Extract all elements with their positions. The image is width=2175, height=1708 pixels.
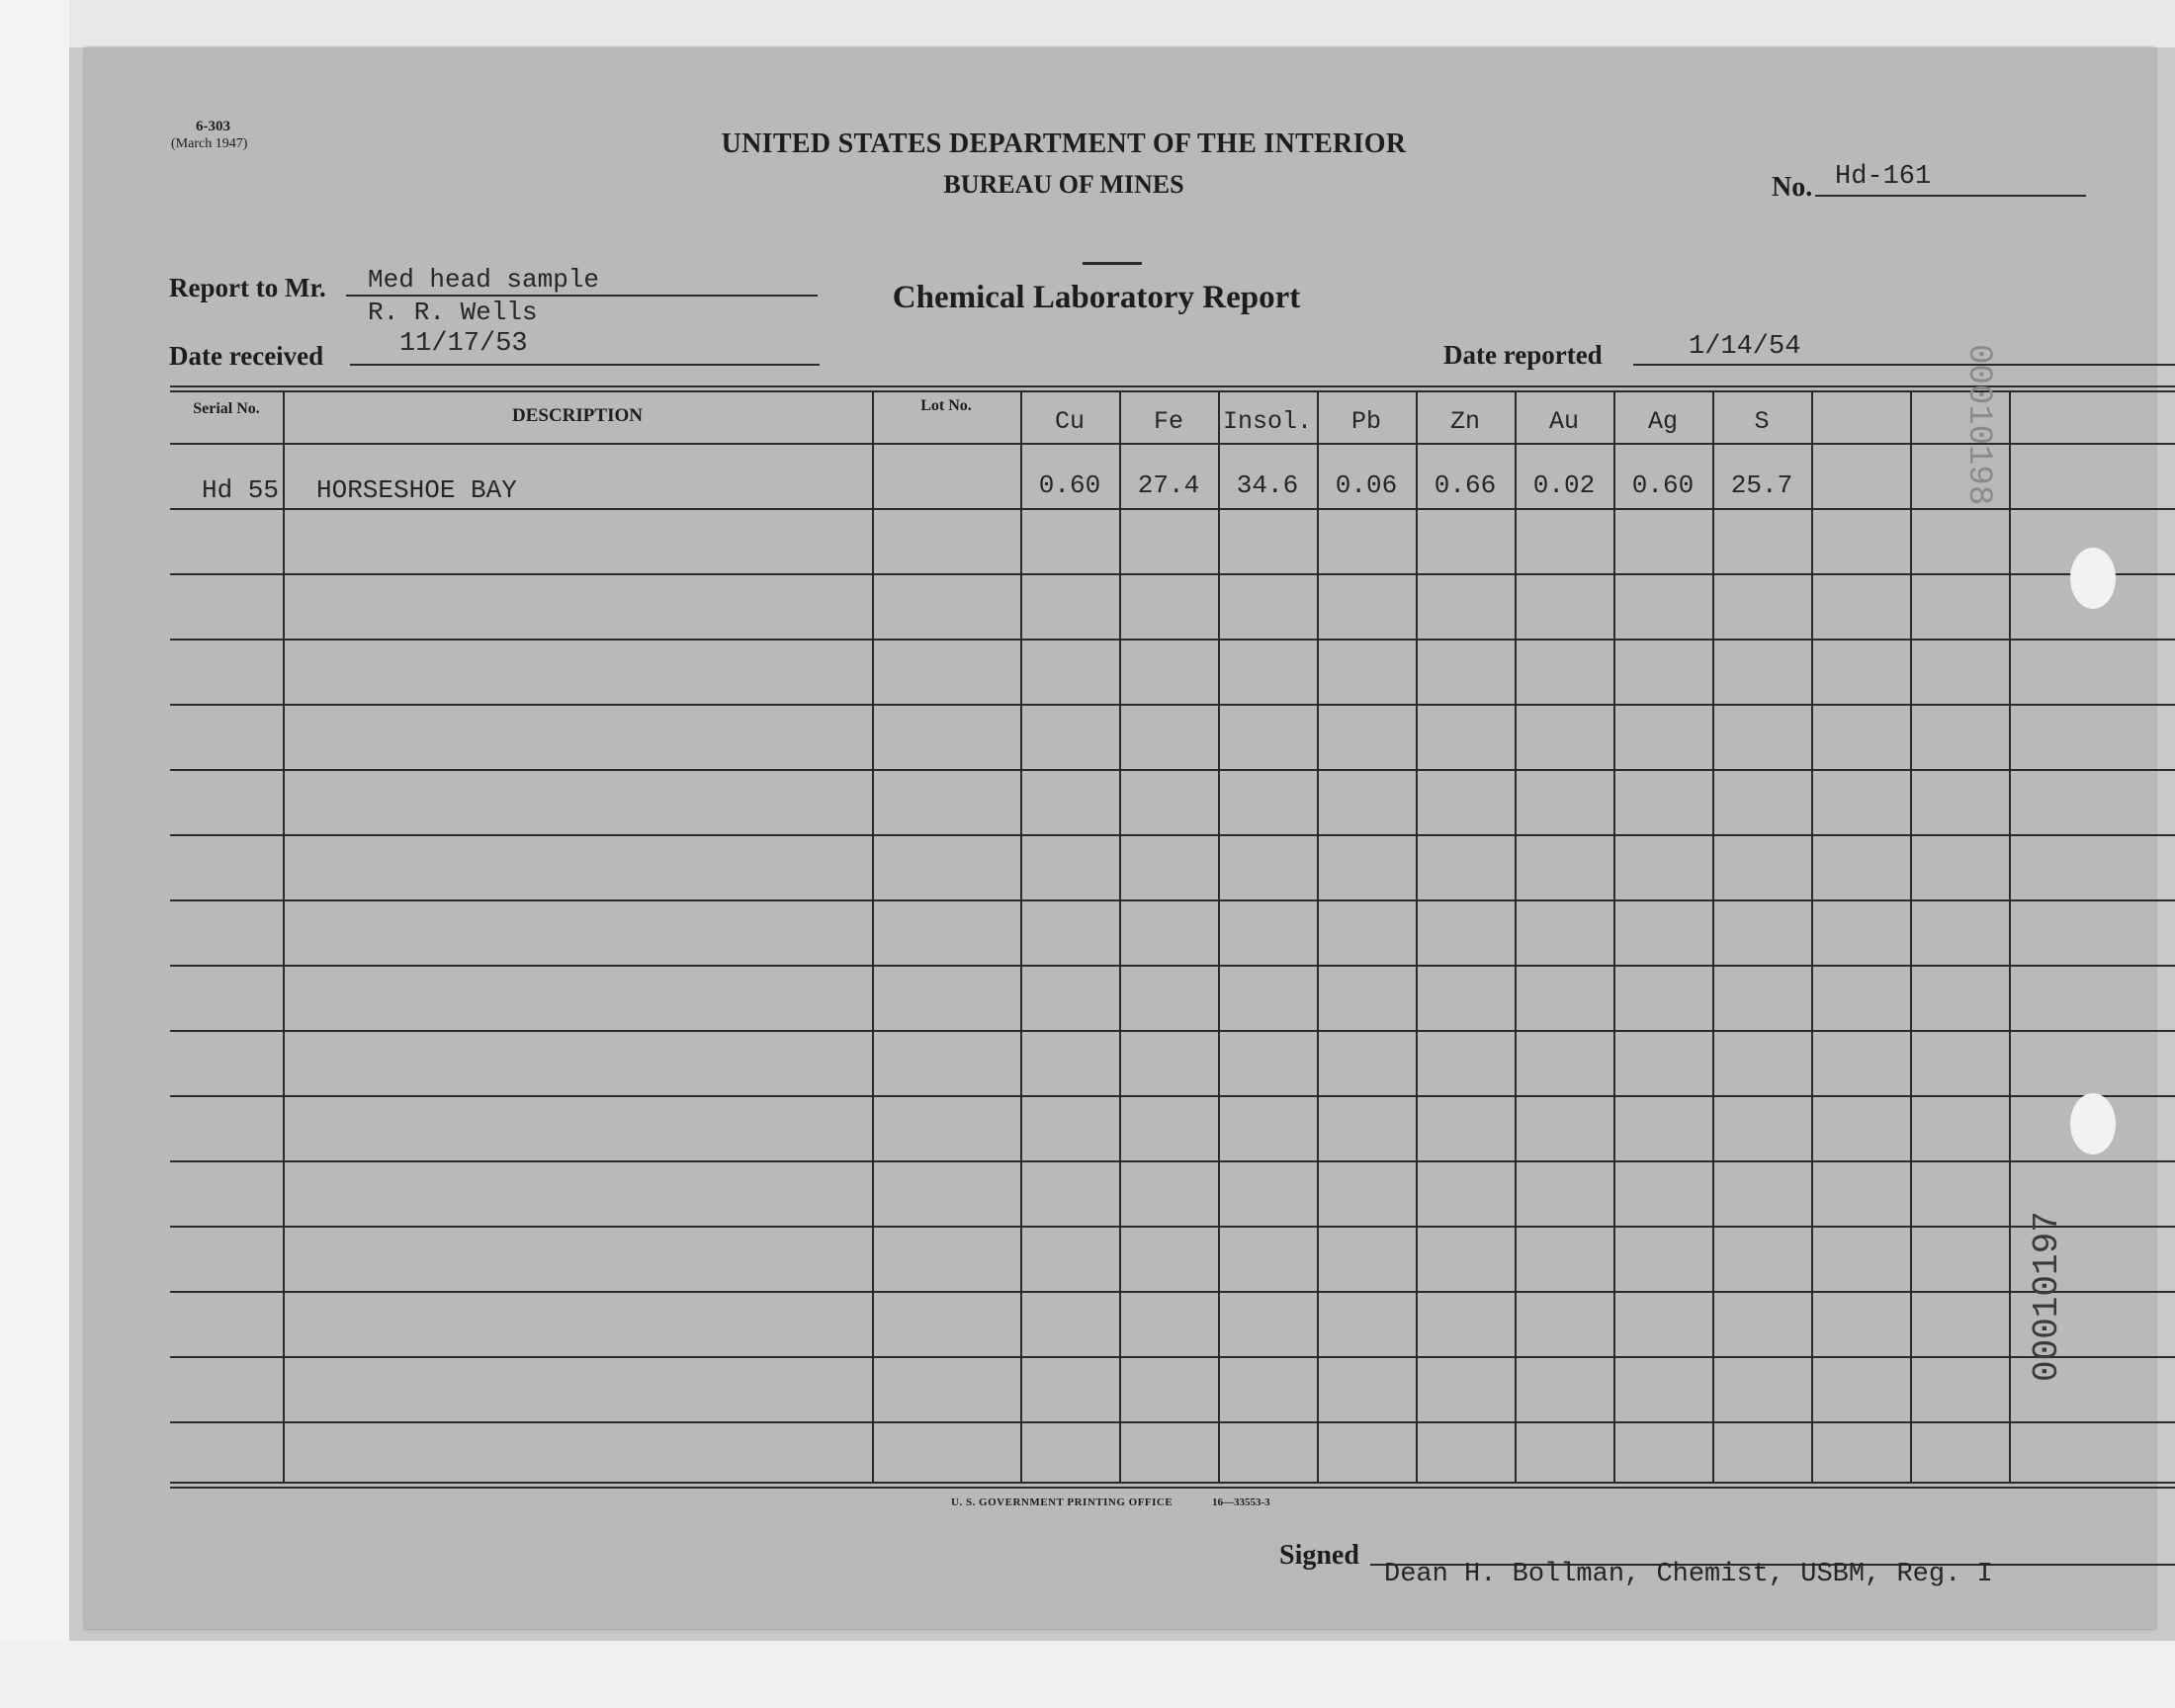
table-column-rule	[2009, 390, 2011, 1482]
header-row-rule	[170, 443, 2175, 445]
report-to-underline	[346, 295, 818, 297]
table-column-rule	[1613, 390, 1615, 1482]
signature-value: Dean H. Bollman, Chemist, USBM, Reg. I	[1384, 1560, 1993, 1589]
row-value-au: 0.02	[1532, 470, 1596, 500]
side-number-top: 00010198	[1959, 344, 1997, 506]
table-column-rule	[1218, 390, 1220, 1482]
header-element-cu: Cu	[1054, 407, 1085, 436]
table-column-rule	[1811, 390, 1813, 1482]
table-column-rule	[1119, 390, 1121, 1482]
report-title: Chemical Laboratory Report	[892, 280, 1301, 315]
table-row-rule	[170, 1095, 2175, 1097]
row-value-cu: 0.60	[1038, 470, 1101, 500]
side-number-bottom: 00010197	[2027, 1211, 2067, 1382]
date-received-label: Date received	[169, 341, 324, 371]
header-description: DESCRIPTION	[512, 405, 643, 426]
title-rule	[1083, 262, 1142, 265]
form-code: 6-303	[196, 119, 230, 134]
bureau-heading: BUREAU OF MINES	[943, 170, 1184, 199]
printing-code: 16—33553-3	[1212, 1496, 1270, 1508]
table-row-rule	[170, 1030, 2175, 1032]
header-element-zn: Zn	[1449, 407, 1480, 436]
scan-background-left	[0, 0, 69, 1708]
table-row-rule	[170, 573, 2175, 575]
punch-hole-top	[2070, 548, 2116, 609]
table-row-rule	[170, 704, 2175, 706]
header-element-s: S	[1754, 407, 1770, 436]
punch-hole-bottom	[2070, 1093, 2116, 1154]
table-column-rule	[1020, 390, 1022, 1482]
printing-office: U. S. GOVERNMENT PRINTING OFFICE	[951, 1496, 1174, 1508]
table-row-rule	[170, 769, 2175, 771]
table-row-rule	[170, 1160, 2175, 1162]
table-row-rule	[170, 834, 2175, 836]
table-top-rule-2	[170, 390, 2175, 392]
row-value-pb: 0.06	[1335, 470, 1398, 500]
table-column-rule	[1910, 390, 1912, 1482]
row-value-fe: 27.4	[1137, 470, 1200, 500]
row-description: HORSESHOE BAY	[316, 475, 517, 505]
signed-label: Signed	[1279, 1540, 1359, 1571]
scan-background-top	[0, 0, 2175, 47]
date-reported-label: Date reported	[1443, 340, 1603, 370]
report-to-label: Report to Mr.	[169, 273, 326, 302]
header-serial-no: Serial No.	[193, 400, 260, 417]
header-element-ag: Ag	[1647, 407, 1678, 436]
table-row-rule	[170, 1421, 2175, 1423]
date-reported-value: 1/14/54	[1689, 332, 1801, 362]
table-row-rule	[170, 508, 2175, 510]
table-row-rule	[170, 639, 2175, 640]
header-element-pb: Pb	[1350, 407, 1381, 436]
report-number-label: No.	[1772, 172, 1813, 203]
table-bottom-rule	[170, 1482, 2175, 1484]
report-sheet	[85, 47, 2155, 1629]
table-column-rule	[872, 390, 874, 1482]
report-to-line1: Med head sample	[368, 265, 600, 295]
table-column-rule	[1416, 390, 1418, 1482]
table-row-rule	[170, 1356, 2175, 1358]
report-to-line2: R. R. Wells	[368, 298, 538, 327]
table-row-rule	[170, 899, 2175, 901]
table-column-rule	[283, 390, 285, 1482]
form-edition: (March 1947)	[171, 136, 248, 151]
table-column-rule	[1317, 390, 1319, 1482]
date-received-value: 11/17/53	[399, 329, 528, 359]
table-column-rule	[1515, 390, 1517, 1482]
header-element-au: Au	[1548, 407, 1579, 436]
report-number-value: Hd-161	[1835, 162, 1932, 192]
table-column-rule	[1712, 390, 1714, 1482]
row-value-ag: 0.60	[1631, 470, 1695, 500]
table-row-rule	[170, 965, 2175, 967]
table-row-rule	[170, 1226, 2175, 1228]
report-number-underline	[1815, 195, 2086, 197]
date-reported-underline	[1633, 364, 2175, 366]
row-value-s: 25.7	[1730, 470, 1793, 500]
department-heading: UNITED STATES DEPARTMENT OF THE INTERIOR	[721, 128, 1407, 159]
date-received-underline	[350, 364, 820, 366]
table-row-rule	[170, 1291, 2175, 1293]
scan-background-bottom	[0, 1641, 2175, 1708]
header-element-insol: Insol.	[1222, 407, 1312, 436]
row-serial: Hd 55	[202, 475, 280, 505]
header-lot-no: Lot No.	[920, 397, 972, 414]
row-value-zn: 0.66	[1434, 470, 1497, 500]
table-top-rule	[170, 385, 2175, 387]
table-bottom-rule-2	[170, 1487, 2175, 1489]
header-element-fe: Fe	[1153, 407, 1183, 436]
row-value-insol: 34.6	[1236, 470, 1299, 500]
